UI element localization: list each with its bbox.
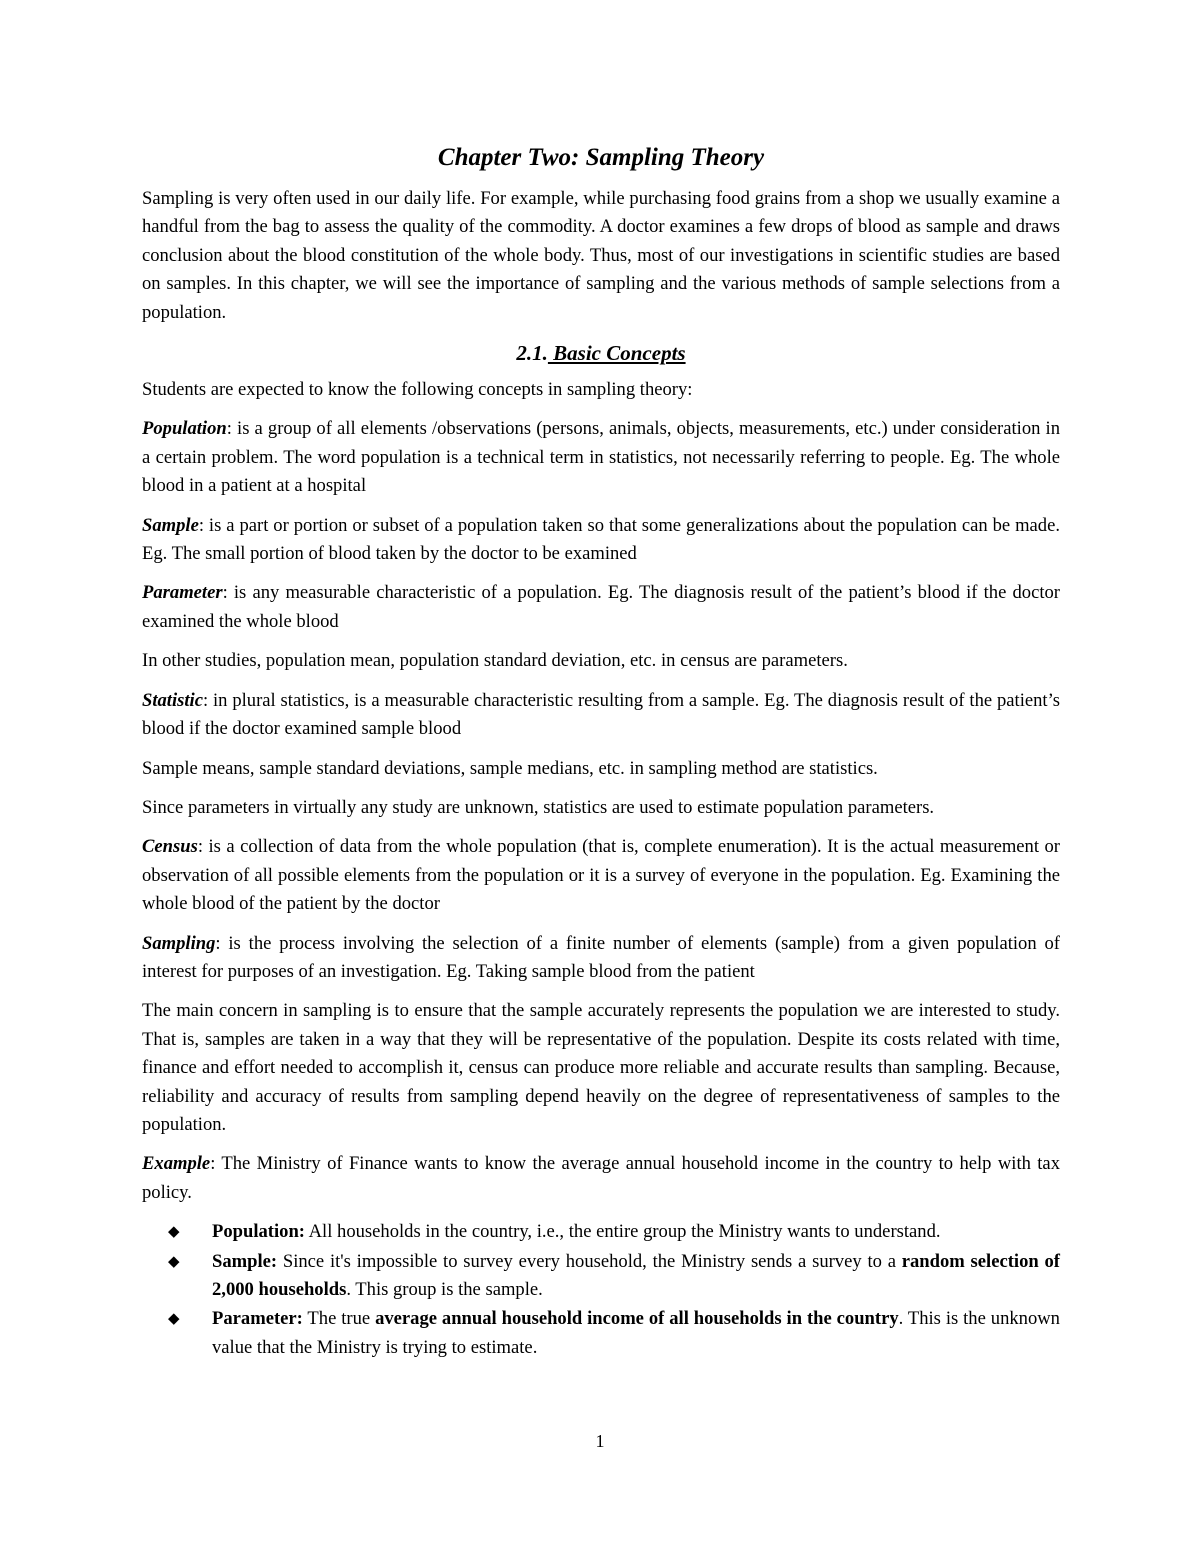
term-census: Census bbox=[142, 836, 198, 858]
example-paragraph bbox=[142, 1150, 1060, 1207]
lead-paragraph: Students are expected to know the following concepts in sampling theory: bbox=[142, 379, 693, 401]
definition-census bbox=[142, 833, 1060, 918]
diamond-bullet-icon: ◆ bbox=[168, 1224, 180, 1241]
bullet-parameter-label: Parameter: bbox=[212, 1308, 303, 1330]
definition-census-text: : is a collection of data from the whole population (that is, complete enumeration). It is the actual measurement or observation of all possible elements from the population or it is a survey of everyone in the population. Eg. Examining the whole blood of the patient by the doctor bbox=[142, 836, 1060, 915]
bullet-sample-text-after: . This group is the sample. bbox=[346, 1279, 543, 1300]
definition-population bbox=[142, 415, 1060, 500]
example-bullet-list bbox=[142, 1218, 1060, 1362]
page-number: 1 bbox=[595, 1431, 605, 1451]
term-sample: Sample bbox=[142, 514, 199, 536]
definition-sample bbox=[142, 512, 1060, 569]
definition-statistic-text: : in plural statistics, is a measurable characteristic resulting from a sample. Eg. The diagnosis result of the patient’s blood if the doctor examined sample blood bbox=[142, 689, 1060, 740]
estimation-note: Since parameters in virtually any study are unknown, statistics are used to estimate population parameters. bbox=[142, 796, 935, 818]
concern-paragraph: The main concern in sampling is to ensure that the sample accurately represents the population we are interested to study. That is, samples are taken in a way that they will be representative of the population. Despite its costs related with time, finance and effort needed to accomplish it, census can produce more reliable and accurate results than sampling. Because, reliability and accuracy of results from sampling depend heavily on the degree of representativeness of samples to the population. bbox=[142, 1000, 1060, 1135]
diamond-bullet-icon: ◆ bbox=[168, 1311, 180, 1328]
definition-parameter-text: : is any measurable characteristic of a population. Eg. The diagnosis result of the patient’s blood if the doctor examined the whole blood bbox=[142, 582, 1060, 632]
parameter-note: In other studies, population mean, population standard deviation, etc. in census are parameters. bbox=[142, 650, 848, 672]
bullet-population bbox=[168, 1218, 1060, 1246]
term-population: Population bbox=[142, 418, 227, 440]
document-page bbox=[142, 140, 1060, 1363]
term-sampling: Sampling bbox=[142, 932, 216, 954]
definition-statistic bbox=[142, 687, 1060, 744]
bullet-sample-label: Sample: bbox=[212, 1250, 278, 1272]
chapter-title: Chapter Two: Sampling Theory bbox=[437, 144, 765, 171]
definition-sampling bbox=[142, 930, 1060, 987]
statistic-note: Sample means, sample standard deviations, sample medians, etc. in sampling method are statistics. bbox=[142, 757, 878, 779]
bullet-parameter-text-before: The true bbox=[302, 1308, 376, 1330]
definition-population-text: : is a group of all elements /observations (persons, animals, objects, measurements, etc.) under consideration in a certain problem. The word population is a technical term in statistics, not necessarily referring to people. Eg. The whole blood in a patient at a hospital bbox=[142, 418, 1060, 497]
bullet-parameter-bold: average annual household income of all households in the country bbox=[375, 1308, 899, 1330]
term-example: Example bbox=[142, 1153, 211, 1175]
section-title: Basic Concepts bbox=[547, 341, 686, 366]
bullet-sample-text-before: Since it's impossible to survey every household, the Ministry sends a survey to a bbox=[277, 1250, 902, 1272]
definition-sample-text: : is a part or portion or subset of a population taken so that some generalizations about the population can be made. Eg. The small portion of blood taken by the doctor to be examined bbox=[142, 514, 1060, 565]
bullet-population-label: Population: bbox=[212, 1221, 305, 1243]
diamond-bullet-icon: ◆ bbox=[168, 1253, 180, 1270]
intro-paragraph: Sampling is very often used in our daily life. For example, while purchasing food grains from a shop we usually examine a handful from the bag to assess the quality of the commodity. A doctor examines a few drops of blood as sample and draws conclusion about the blood constitution of the whole body. Thus, most of our investigations in scientific studies are based on samples. In this chapter, we will see the importance of sampling and the various methods of sample selections from a population. bbox=[142, 188, 1060, 323]
definition-parameter bbox=[142, 579, 1060, 636]
bullet-parameter-text-after: . This is the unknown value that the Ministry is trying to estimate. bbox=[212, 1308, 1060, 1358]
term-statistic: Statistic bbox=[142, 689, 203, 711]
term-parameter: Parameter bbox=[142, 582, 223, 604]
bullet-parameter bbox=[168, 1305, 1060, 1362]
definition-sampling-text: : is the process involving the selection of a finite number of elements (sample) from a given population of interest for purposes of an investigation. Eg. Taking sample blood from the patient bbox=[142, 932, 1060, 982]
bullet-sample bbox=[168, 1248, 1060, 1305]
bullet-population-text: All households in the country, i.e., the entire group the Ministry wants to understand. bbox=[305, 1221, 941, 1243]
bullet-sample-bold: random selection of 2,000 households bbox=[212, 1250, 1060, 1300]
section-heading bbox=[142, 338, 1060, 368]
section-number: 2.1. bbox=[516, 341, 548, 366]
example-text: : The Ministry of Finance wants to know the average annual household income in the country to help with tax policy. bbox=[142, 1153, 1060, 1203]
